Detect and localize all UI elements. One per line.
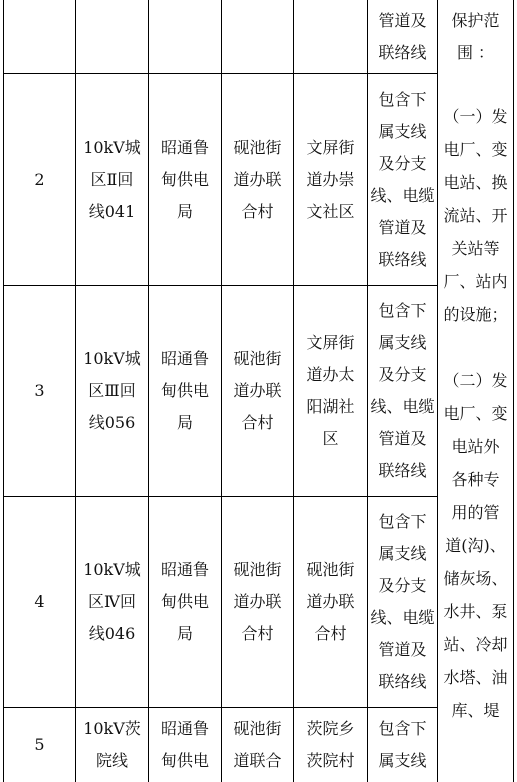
line-name: 10kV城 区Ⅳ回 线046 xyxy=(83,560,141,643)
header-pipeline-cell xyxy=(368,0,437,73)
row-4-town-cell xyxy=(222,497,293,707)
village-name: 砚池街 道办联 合村 xyxy=(306,560,355,643)
row-number: 5 xyxy=(34,735,45,754)
row-4-no-cell xyxy=(4,497,75,707)
row-3-line-cell xyxy=(76,286,148,496)
row-5-town-cell xyxy=(222,708,293,782)
village-name: 文屏街 道办崇 文社区 xyxy=(306,137,355,221)
owner-name: 昭通鲁 甸供电 xyxy=(160,719,209,770)
town-name: 砚池街 道办联 合村 xyxy=(233,349,282,432)
line-name: 10kV城 区Ⅲ回 线056 xyxy=(83,349,141,432)
row-3-scope-cell xyxy=(368,286,437,496)
row-2-village-cell xyxy=(294,74,367,285)
town-name: 砚池街 道办联 合村 xyxy=(233,137,282,221)
town-name: 砚池街 道办联 合村 xyxy=(233,560,282,643)
row-2-scope-cell xyxy=(368,74,437,285)
row-5-no-cell xyxy=(4,708,75,782)
scope-text: 包含下 属支线 及分支 线、电缆 管道及 联络线 xyxy=(370,89,435,269)
row-4-scope-cell xyxy=(368,497,437,707)
town-name: 砚池街 道联合 xyxy=(233,719,282,770)
row-4-line-cell xyxy=(76,497,148,707)
row-2-owner-cell xyxy=(149,74,221,285)
owner-name: 昭通鲁 甸供电 局 xyxy=(160,349,209,432)
scope-text: 包含下 属支线 xyxy=(378,719,427,770)
row-2-town-cell xyxy=(222,74,293,285)
row-5-line-cell xyxy=(76,708,148,782)
row-2-no-cell xyxy=(4,74,75,285)
village-name: 茨院乡 茨院村 xyxy=(306,719,355,770)
row-5-village-cell xyxy=(294,708,367,782)
row-3-owner-cell xyxy=(149,286,221,496)
row-4-village-cell xyxy=(294,497,367,707)
owner-name: 昭通鲁 甸供电 局 xyxy=(160,137,209,221)
line-name: 10kV茨 院线 xyxy=(83,719,141,770)
protection-scope-body: （一）发 电厂、变 电站、换 流站、开 关站等 厂、站内 的设施； （二）发 电厂、变 电站外 各种专 用的管 道(沟)、 储灰场、 水井、泵 站、冷却 水塔、油 库、堤 xyxy=(443,107,508,720)
header-pipeline-text: 管道及 联络线 xyxy=(378,10,427,62)
row-4-owner-cell xyxy=(149,497,221,707)
header-protection-text: 保护范 围 ： xyxy=(451,10,500,62)
village-name: 文屏街 道办太 阳湖社 区 xyxy=(306,333,355,448)
scope-text: 包含下 属支线 及分支 线、电缆 管道及 联络线 xyxy=(370,301,435,480)
row-5-owner-cell xyxy=(149,708,221,782)
row-3-village-cell xyxy=(294,286,367,496)
header-protection-cell xyxy=(438,0,513,73)
row-2-line-cell xyxy=(76,74,148,285)
row-number: 4 xyxy=(34,592,45,611)
row-number: 3 xyxy=(34,381,45,400)
row-number: 2 xyxy=(34,169,45,189)
scope-text: 包含下 属支线 及分支 线、电缆 管道及 联络线 xyxy=(370,512,435,691)
row-3-no-cell xyxy=(4,286,75,496)
row-3-town-cell xyxy=(222,286,293,496)
protection-scope-body-cell xyxy=(438,100,513,782)
owner-name: 昭通鲁 甸供电 局 xyxy=(160,560,209,643)
row-5-scope-cell xyxy=(368,708,437,782)
table-border-right xyxy=(513,0,514,782)
line-name: 10kV城 区Ⅱ回 线041 xyxy=(83,137,141,221)
